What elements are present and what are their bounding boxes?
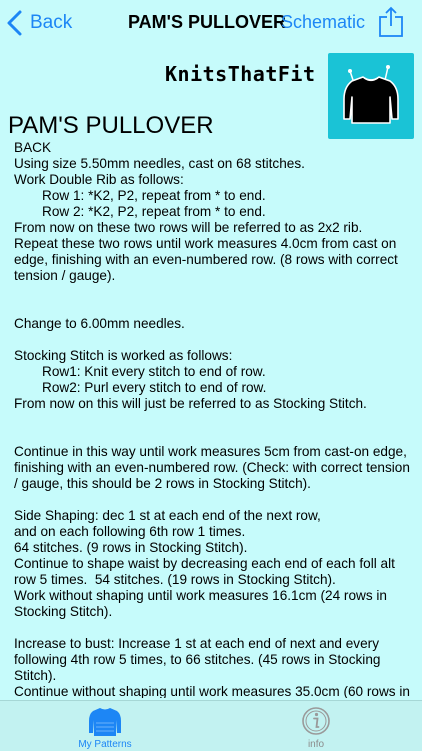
back-label: Back: [30, 12, 73, 33]
tab-label: info: [307, 739, 325, 750]
instruction-line: Continue to shape waist by decreasing each end of each foll alt row 5 times. 54 stitches. (19 rows in Stocking Stitch).: [14, 556, 399, 587]
tab-bar: [0, 700, 422, 751]
instruction-row: Row2: Purl every stitch to end of row.: [42, 380, 267, 395]
instruction-line: Continue without shaping until work measures 35.0cm (60 rows in: [14, 684, 410, 698]
tab-label: My Patterns: [78, 739, 132, 750]
instruction-row: Row 1: *K2, P2, repeat from * to end.: [42, 188, 266, 203]
pattern-thumbnail[interactable]: [328, 53, 414, 139]
sweater-icon: [87, 705, 123, 737]
instruction-line: Side Shaping: dec 1 st at each end of the next row,: [14, 508, 321, 523]
instruction-line: Work without shaping until work measures 16.1cm (24 rows in Stocking Stitch).: [14, 588, 391, 619]
instruction-line: 64 stitches. (9 rows in Stocking Stitch).: [14, 540, 248, 555]
instruction-line: and on each following 6th row 1 times.: [14, 524, 246, 539]
share-icon[interactable]: [378, 6, 404, 38]
instruction-line: From now on this will just be referred to as Stocking Stitch.: [14, 396, 367, 411]
instruction-line: Using size 5.50mm needles, cast on 68 stitches.: [14, 156, 305, 171]
tab-info[interactable]: [246, 701, 386, 751]
page-title: PAM'S PULLOVER: [128, 12, 286, 32]
schematic-button[interactable]: Schematic: [281, 12, 366, 32]
chevron-left-icon: [6, 9, 24, 37]
instruction-line: Continue in this way until work measures 5cm from cast-on edge, finishing with an even-numbered row. (Check: with correct tension / gauge, this should be 2 rows in Stocking Stitch).: [14, 444, 414, 491]
instruction-line: Change to 6.00mm needles.: [14, 316, 185, 331]
sweater-logo-icon: [328, 53, 414, 139]
brand-logo-text: KnitsThatFit: [165, 62, 316, 86]
instruction-line: Increase to bust: Increase 1 st at each end of next and every following 4th row 5 times, to 66 stitches. (45 rows in Stocking Stitch).: [14, 636, 385, 683]
pattern-instructions[interactable]: [14, 140, 414, 698]
tab-my-patterns[interactable]: [35, 701, 175, 751]
instruction-line: Repeat these two rows until work measures 4.0cm from cast on edge, finishing with an even-numbered row. (8 rows with correct tension / gauge).: [14, 236, 402, 283]
info-icon: [298, 705, 334, 737]
instruction-row: Row1: Knit every stitch to end of row.: [42, 364, 266, 379]
back-button[interactable]: [6, 8, 72, 38]
instruction-line: Stocking Stitch is worked as follows:: [14, 348, 233, 363]
section-heading: BACK: [14, 140, 52, 155]
pattern-heading: PAM'S PULLOVER: [8, 112, 214, 139]
instruction-row: Row 2: *K2, P2, repeat from * to end.: [42, 204, 266, 219]
instruction-line: From now on these two rows will be referred to as 2x2 rib.: [14, 220, 363, 235]
instruction-line: Work Double Rib as follows:: [14, 172, 184, 187]
navigation-bar: [0, 0, 422, 46]
